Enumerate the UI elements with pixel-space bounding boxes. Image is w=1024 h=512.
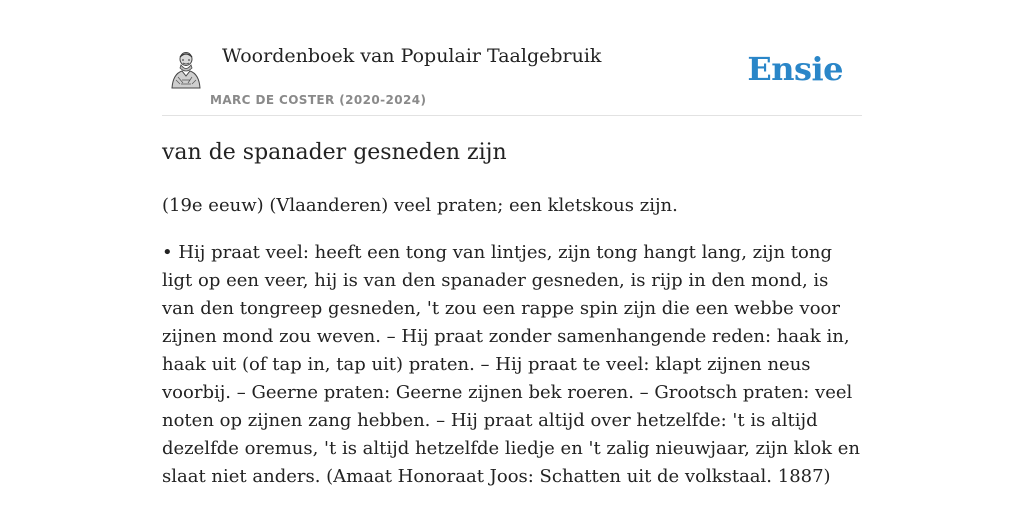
entry-definition: (19e eeuw) (Vlaanderen) veel praten; een kletskous zijn. [162, 195, 678, 216]
entry-example: • Hij praat veel: heeft een tong van lintjes, zijn tong hangt lang, zijn tong ligt op een veer, hij is van den spanader gesneden, is rijp in den mond, is van den tongreep gesneden, 't zou een rappe spin zijn die een webbe voor zijnen mond zou weven. – Hij praat zonder samenhangende reden: haak in, haak uit (of tap in, tap uit) praten. – Hij praat te veel: klapt zijnen neus voorbij. – Geerne praten: Geerne zijnen bek roeren. – Grootsch praten: veel noten op zijnen zang hebben. – Hij praat altijd over hetzelfde: 't is altijd dezelfde oremus, 't is altijd hetzelfde liedje en 't zalig nieuwjaar, zijn klok en slaat niet anders. (Amaat Honoraat Joos: Schatten uit de volkstaal. 1887) [162, 242, 861, 487]
ensie-logo[interactable]: Ensie [747, 50, 843, 88]
entry-title: van de spanader gesneden zijn [162, 140, 507, 165]
dictionary-header [162, 0, 862, 116]
dictionary-title[interactable]: Woordenboek van Populair Taalgebruik [222, 45, 602, 67]
page-container [162, 0, 862, 487]
author-portrait-icon[interactable] [168, 50, 204, 90]
author-label[interactable]: MARC DE COSTER (2020-2024) [210, 93, 427, 107]
